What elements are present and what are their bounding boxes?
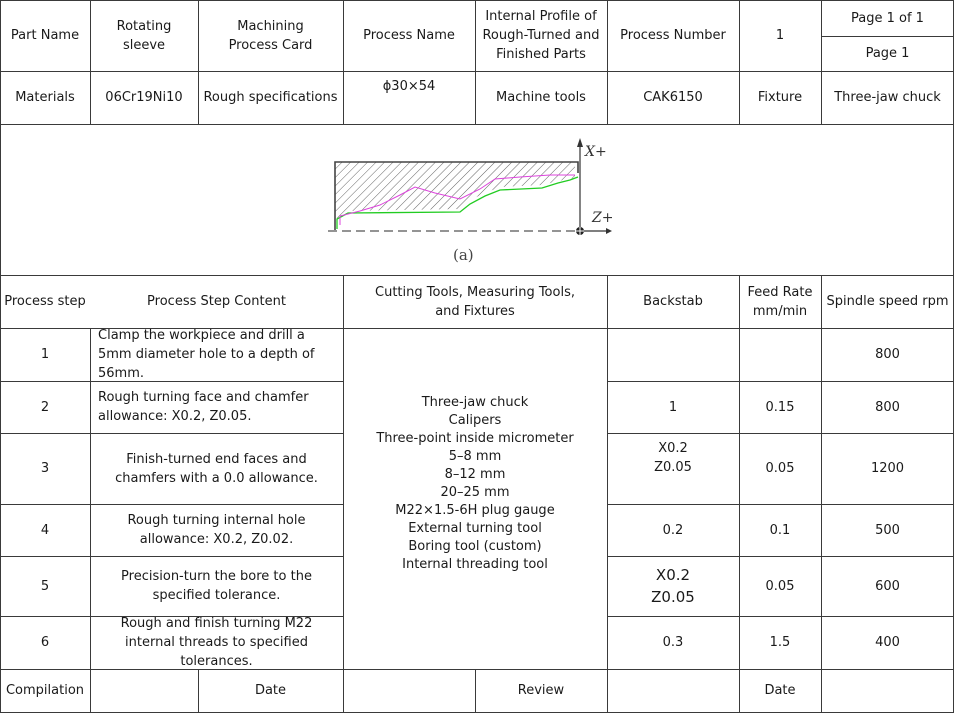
stock-hatch [335, 162, 575, 218]
materials-value: 06Cr19Ni10 [105, 90, 183, 105]
turning-profile-figure [320, 133, 620, 268]
step-number: 3 [40, 461, 50, 476]
compilation-value [90, 669, 198, 712]
step-number: 4 [40, 522, 50, 538]
step-feed: 0.15 [765, 399, 795, 415]
z-axis-arrow [606, 228, 612, 234]
col-spindle: Spindle speed rpm [826, 294, 949, 309]
tool-item: Three-jaw chuck [421, 394, 529, 410]
fixture-value: Three-jaw chuck [834, 90, 941, 105]
step-feed: 0.05 [765, 461, 795, 476]
machine-tools-value: CAK6150 [643, 90, 703, 105]
figure-caption: (a) [453, 246, 474, 264]
step-content: Precision-turn the bore to the specified tolerance. [121, 569, 312, 603]
step-number: 2 [40, 399, 50, 415]
step-feed: 1.5 [769, 635, 791, 650]
rough-spec-value: ϕ30×54 [382, 79, 436, 94]
rough-spec-label: Rough specifications [203, 90, 338, 105]
date-value-1 [343, 669, 475, 712]
tool-item: 20–25 mm [440, 484, 510, 500]
step-spindle: 800 [875, 347, 900, 362]
col-backstab: Backstab [643, 294, 703, 309]
step-content: Rough turning face and chamfer allowance: X0.2, Z0.05. [98, 390, 309, 424]
date-value-2 [821, 669, 954, 712]
page-total: Page 1 of 1 [851, 10, 924, 26]
step-backstab: 1 [668, 399, 678, 415]
step-content: Rough turning internal hole allowance: X0.2, Z0.02. [127, 513, 306, 547]
profile-diagram [320, 133, 620, 268]
step-spindle: 500 [875, 522, 900, 538]
tool-item: Internal threading tool [402, 556, 548, 572]
part-name-value: Rotating sleeve [116, 18, 172, 53]
step-number: 6 [40, 635, 50, 650]
part-name-label: Part Name [10, 28, 80, 43]
compilation-label: Compilation [5, 683, 85, 698]
review-label: Review [517, 683, 565, 698]
step-spindle: 1200 [870, 461, 905, 476]
step-spindle: 600 [875, 578, 900, 594]
step-spindle: 400 [875, 635, 900, 650]
step-backstab [607, 328, 739, 381]
tool-item: External turning tool [408, 520, 542, 536]
tool-item: 8–12 mm [444, 466, 506, 482]
x-axis-label: X+ [585, 144, 607, 160]
tool-item: 5–8 mm [448, 448, 502, 464]
step-content: Clamp the workpiece and drill a 5mm diameter hole to a depth of 56mm. [98, 328, 315, 381]
col-tools: Cutting Tools, Measuring Tools, and Fixtures [375, 284, 575, 319]
step-feed: 0.05 [765, 578, 795, 594]
process-name-value: Internal Profile of Rough-Turned and Finished Parts [482, 9, 600, 62]
step-content: Rough and finish turning M22 internal threads to specified tolerances. [120, 616, 313, 669]
step-backstab: 0.3 [662, 635, 684, 650]
step-feed: 0.1 [769, 522, 791, 538]
review-value [607, 669, 739, 712]
tool-item: Three-point inside micrometer [376, 430, 574, 446]
materials-label: Materials [15, 90, 75, 105]
card-title: Machining Process Card [228, 18, 313, 53]
step-backstab: X0.2 Z0.05 [654, 441, 692, 475]
step-feed [739, 328, 821, 381]
machine-tools-label: Machine tools [496, 90, 586, 105]
fixture-label: Fixture [757, 90, 803, 105]
process-name-label: Process Name [363, 28, 455, 43]
x-axis-arrow [577, 138, 583, 147]
date-label-1: Date [254, 683, 287, 698]
step-number: 1 [40, 347, 50, 362]
z-axis-label: Z+ [592, 210, 614, 226]
process-number-value: 1 [775, 28, 785, 43]
date-label-2: Date [764, 683, 796, 698]
col-content: Process Step Content [147, 294, 286, 309]
tool-item: Calipers [448, 412, 502, 428]
step-backstab: X0.2 Z0.05 [651, 566, 695, 606]
tool-item: Boring tool (custom) [408, 538, 542, 554]
step-spindle: 800 [875, 399, 900, 415]
process-number-label: Process Number [620, 28, 726, 43]
step-number: 5 [40, 578, 50, 594]
step-content: Finish-turned end faces and chamfers with a 0.0 allowance. [115, 451, 318, 486]
col-step: Process step [4, 294, 86, 309]
page-current: Page 1 [865, 46, 910, 61]
tool-item: M22×1.5-6H plug gauge [395, 502, 555, 518]
tools-list [343, 328, 607, 669]
step-backstab: 0.2 [662, 522, 684, 538]
col-feed: Feed Rate mm/min [747, 284, 813, 319]
